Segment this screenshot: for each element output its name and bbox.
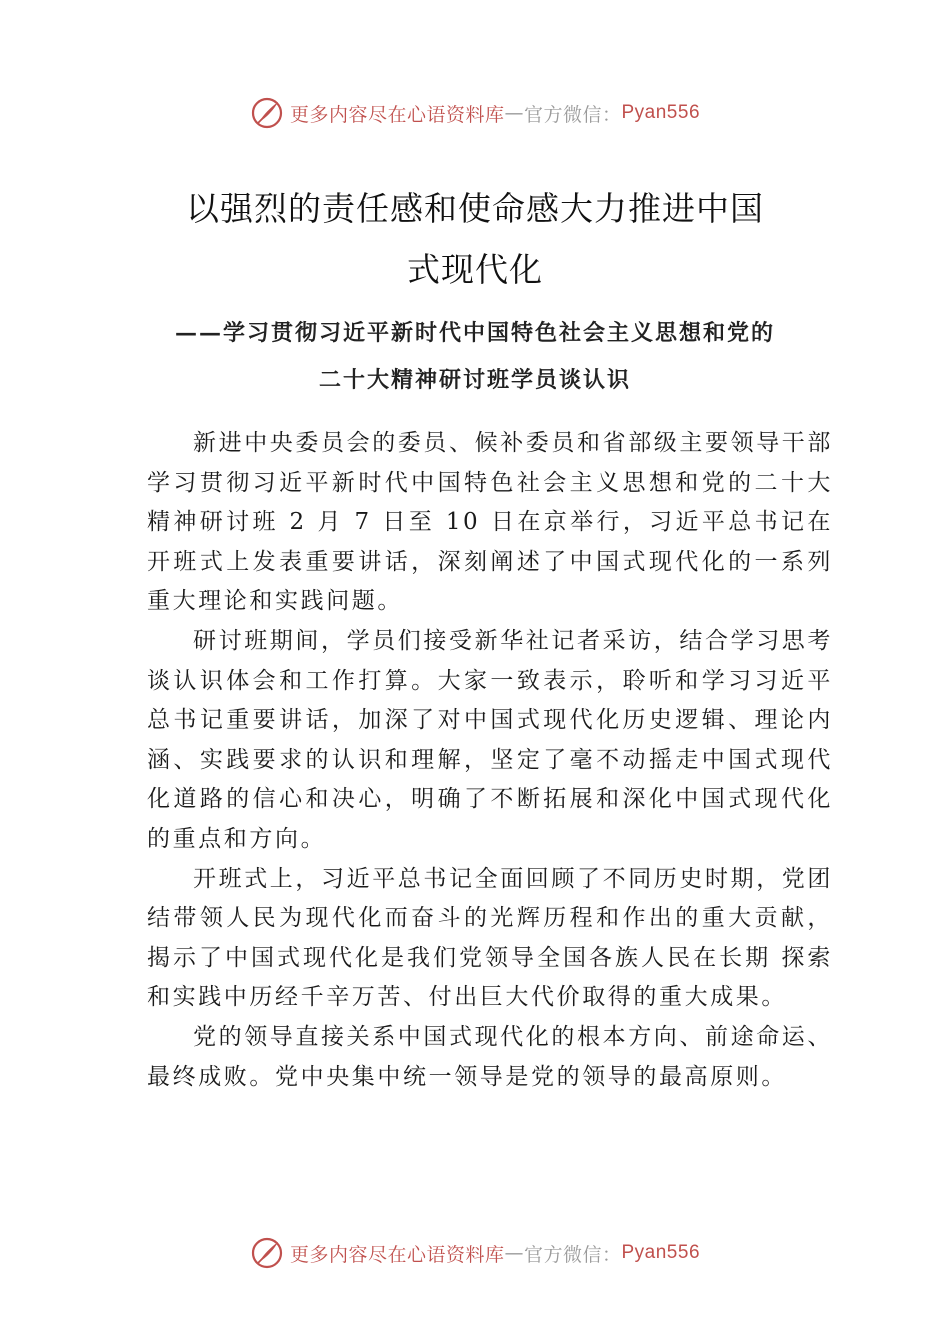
watermark-label: 官方微信： — [523, 103, 622, 126]
paragraph: 新进中央委员会的委员、候补委员和省部级主要领导干部学习贯彻习近平新时代中国特色社会主义思想和党的二十大精神研讨班 2 月 7 日至 10 日在京举行，习近平总书记在开班式上发表重要讲话，深刻阐述了中国式现代化的一系列重大理论和实践问题。 — [147, 430, 833, 615]
watermark-label: 官方微信： — [523, 1243, 622, 1266]
paragraph: 开班式上，习近平总书记全面回顾了不同历史时期，党团结带领人民为现代化而奋斗的光辉历程和作出的重大贡献，揭示了中国式现代化是我们党领导全国各族人民在长期 探索和实践中历经千辛万苦、付出巨大代价取得的重大成果。 — [147, 865, 833, 1011]
watermark-text: 更多内容尽在心语资料库 — [289, 1243, 505, 1266]
document-body — [147, 424, 833, 1097]
document-title-line-2: 式现代化 — [407, 250, 543, 289]
header-watermark — [0, 96, 950, 130]
feather-logo-icon — [250, 96, 284, 130]
paragraph: 研讨班期间，学员们接受新华社记者采访，结合学习思考谈认识体会和工作打算。大家一致表示，聆听和学习习近平总书记重要讲话，加深了对中国式现代化历史逻辑、理论内涵、实践要求的认识和理解，坚定了毫不动摇走中国式现代化道路的信心和决心，明确了不断拓展和深化中国式现代化的重点和方向。 — [147, 627, 833, 852]
watermark-separator: — — [504, 102, 524, 124]
feather-logo-icon — [250, 1236, 284, 1270]
document-title-line-1: 以强烈的责任感和使命感大力推进中国 — [186, 189, 764, 228]
paragraph: 党的领导直接关系中国式现代化的根本方向、前途命运、最终成败。党中央集中统一领导是党的领导的最高原则。 — [147, 1023, 833, 1090]
watermark-separator: — — [504, 1242, 524, 1264]
watermark-wechat-id: Pyan556 — [621, 1242, 701, 1263]
document-subtitle-line-2: 二十大精神研讨班学员谈认识 — [318, 367, 631, 393]
document-subtitle-line-1: ——学习贯彻习近平新时代中国特色社会主义思想和党的 — [174, 320, 775, 346]
watermark-text: 更多内容尽在心语资料库 — [289, 103, 505, 126]
watermark-wechat-id: Pyan556 — [621, 102, 701, 123]
footer-watermark — [0, 1236, 950, 1270]
